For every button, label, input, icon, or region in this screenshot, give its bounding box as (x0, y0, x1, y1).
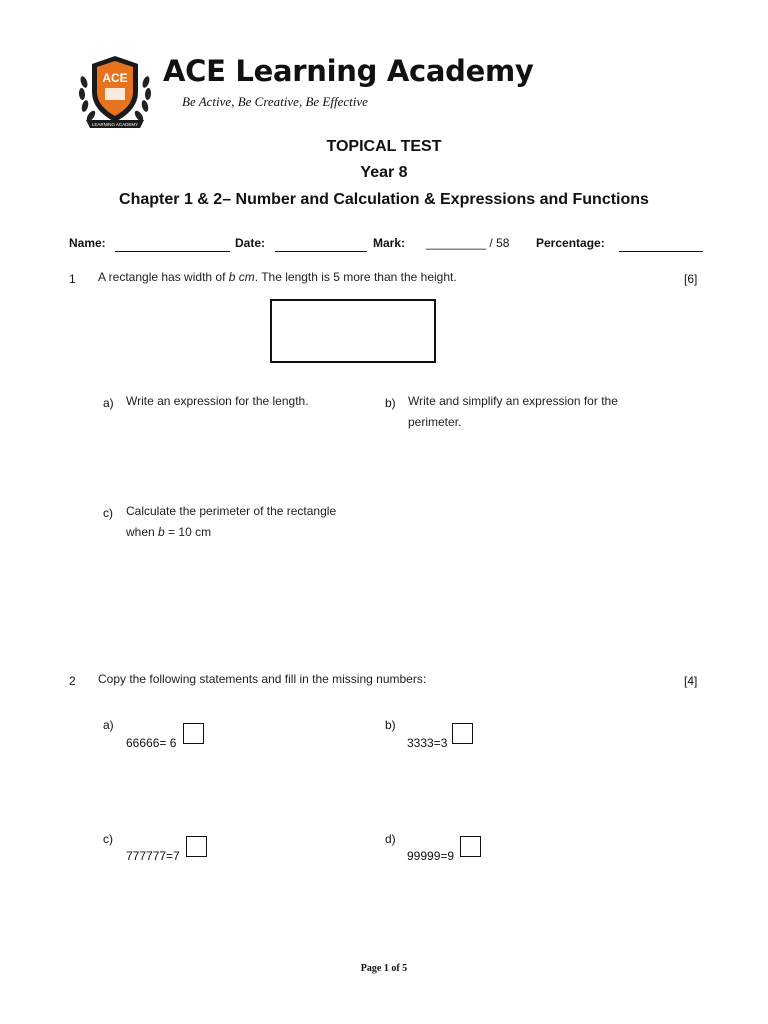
q2-text: Copy the following statements and fill in the missing numbers: (98, 672, 427, 686)
q1a-text: Write an expression for the length. (126, 394, 309, 408)
tagline: Be Active, Be Creative, Be Effective (182, 94, 368, 109)
q1a-label: a) (103, 396, 114, 410)
mark-label: Mark: (373, 236, 406, 250)
q1b-label: b) (385, 396, 396, 410)
q2b-answer-box[interactable] (452, 723, 473, 744)
q1-text-pre: A rectangle has width of (98, 270, 229, 284)
date-label: Date: (235, 236, 266, 250)
name-label: Name: (69, 236, 106, 250)
q1-marks: [6] (684, 272, 698, 286)
q1c-text-line1: Calculate the perimeter of the rectangle (126, 504, 337, 518)
q1b-text: Write and simplify an expression for the perimeter. (408, 394, 618, 429)
q2-number: 2 (69, 674, 76, 688)
logo-ribbon-text: LEARNING ACADEMY (91, 122, 139, 127)
q1c-text-pre: when (126, 525, 159, 539)
q2a-equation: 66666= 6 (126, 736, 177, 750)
q1-number: 1 (69, 272, 76, 286)
year-title: Year 8 (360, 164, 408, 181)
q1c-text-var: b (158, 525, 165, 539)
q2a-label: a) (103, 718, 114, 732)
percentage-label: Percentage: (536, 236, 605, 250)
mark-value: _________ / 58 (426, 236, 510, 250)
q2c-equation: 777777=7 (126, 849, 180, 863)
q1c-label: c) (103, 506, 113, 520)
q2c-label: c) (103, 832, 113, 846)
rectangle-figure (270, 299, 436, 363)
q2b-equation: 3333=3 (407, 736, 448, 750)
q1-text (98, 267, 457, 288)
percentage-field[interactable] (619, 237, 703, 252)
q2b-label: b) (385, 718, 396, 732)
q1-text-post: . The length is 5 more than the height. (254, 270, 457, 284)
q1-text-var: b cm (228, 270, 255, 284)
logo-text: ACE (102, 71, 128, 85)
q1c-text-post: = 10 cm (164, 525, 212, 539)
q2d-label: d) (385, 832, 396, 846)
q2c-answer-box[interactable] (186, 836, 207, 857)
q2-marks: [4] (684, 674, 698, 688)
chapter-title: Chapter 1 & 2– Number and Calculation & Expressions and Functions (119, 191, 649, 208)
academy-name: ACE Learning Academy (163, 54, 534, 88)
q2d-equation: 99999=9 (407, 849, 455, 863)
academy-logo (76, 52, 154, 130)
q2d-answer-box[interactable] (460, 836, 481, 857)
name-field[interactable] (115, 237, 230, 252)
q2a-answer-box[interactable] (183, 723, 204, 744)
page-number: Page 1 of 5 (360, 963, 408, 974)
q1c-text-line2 (126, 522, 336, 543)
date-field[interactable] (275, 237, 367, 252)
q1c-text (126, 501, 336, 543)
test-title: TOPICAL TEST (326, 138, 442, 155)
